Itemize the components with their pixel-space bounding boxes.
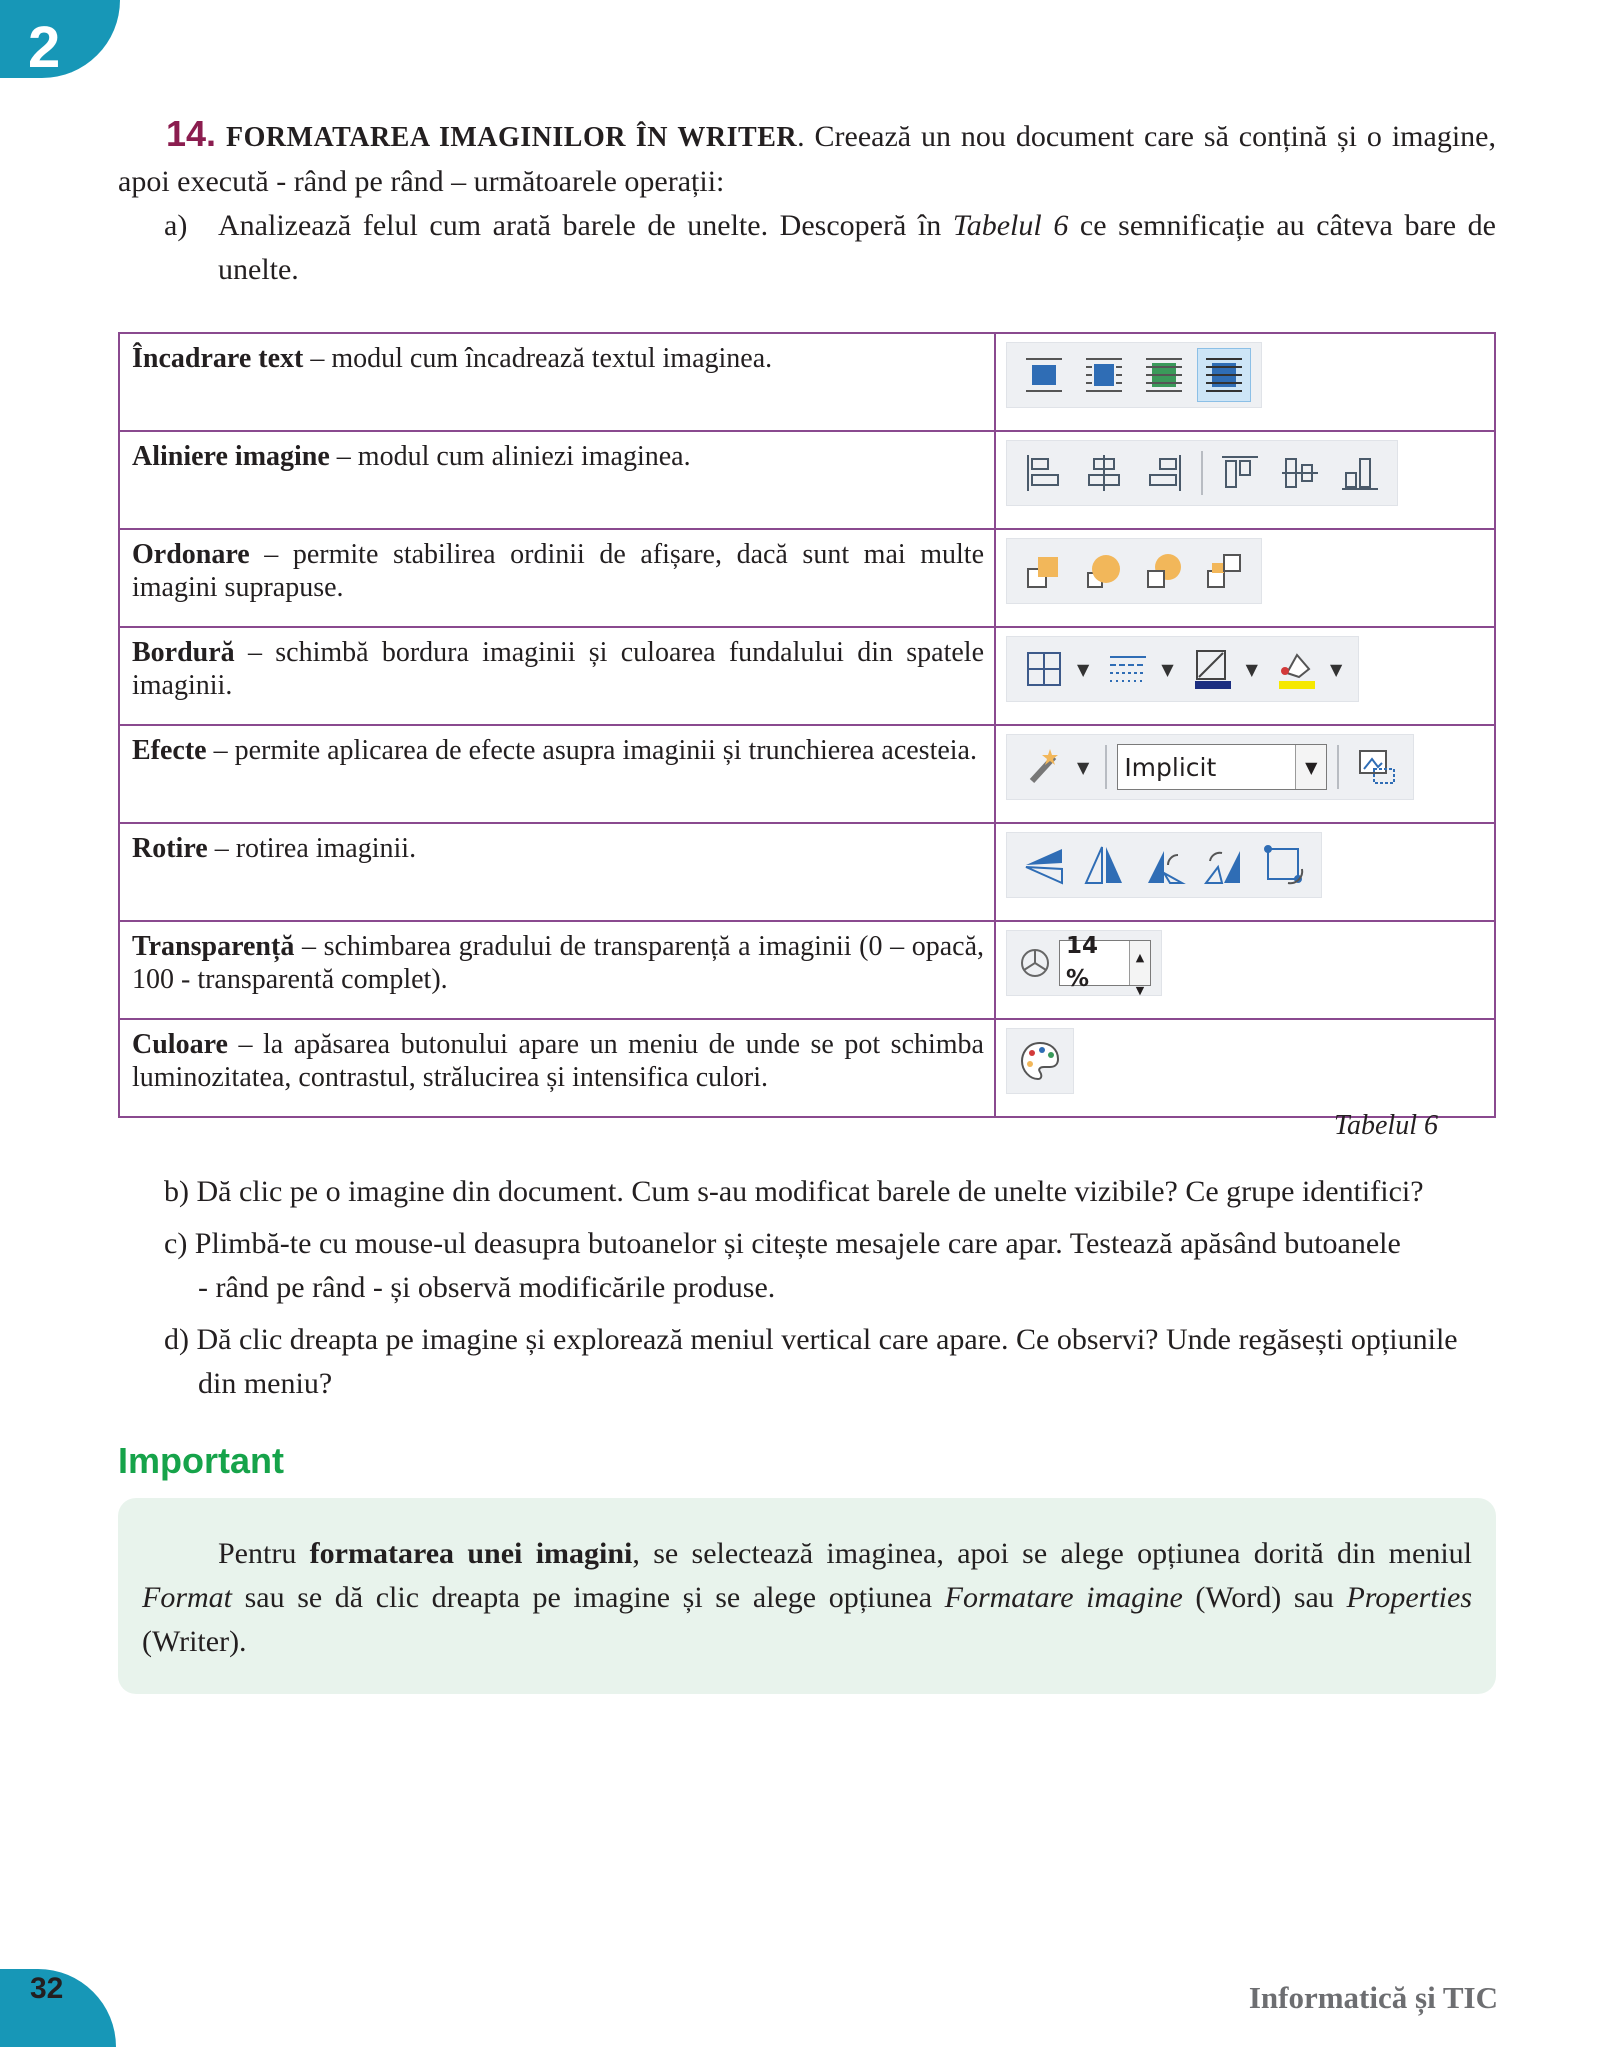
effects-toolbar xyxy=(1006,734,1414,800)
wrap-none-icon[interactable] xyxy=(1017,348,1071,402)
rotate-left-icon[interactable] xyxy=(1137,838,1191,892)
rotate-free-icon[interactable] xyxy=(1257,838,1311,892)
align-bottom-icon[interactable] xyxy=(1333,446,1387,500)
wrap-background-icon[interactable] xyxy=(1197,348,1251,402)
align-middle-icon[interactable] xyxy=(1273,446,1327,500)
page-number: 32 xyxy=(30,1972,64,2005)
task-intro: 14. FORMATAREA IMAGINILOR ÎN WRITER. Creează un nou document care să conțină și o imagine, apoi execută - rând pe rând – următoarele operații: xyxy=(118,113,1496,198)
important-title: Important xyxy=(118,1440,284,1481)
table-row: Efecte – permite aplicarea de efecte asupra imaginii și trunchierea acesteia. ▼ Implicit ▼ xyxy=(119,725,1495,823)
book-title: Informatică și TIC xyxy=(1248,1980,1498,2015)
border-color-icon[interactable] xyxy=(1186,642,1240,696)
chevron-down-icon[interactable]: ▼ xyxy=(1135,984,1145,997)
question-b: b) Dă clic pe o imagine din document. Cum s-au modificat barele de unelte vizibile? Ce grupe identifici? xyxy=(164,1175,1424,1208)
task-heading: FORMATAREA IMAGINILOR ÎN WRITER xyxy=(225,122,798,153)
align-right-icon[interactable] xyxy=(1137,446,1191,500)
fill-color-icon[interactable] xyxy=(1270,642,1324,696)
color-toolbar xyxy=(1006,1028,1074,1094)
question-d: d) Dă clic dreapta pe imagine și explorează meniul vertical care apare. Ce observi? Unde regăsești opțiunile din meniu? xyxy=(164,1323,1458,1400)
table-row: Transparență – schimbarea gradului de transparență a imaginii (0 – opacă, 100 - transparentă complet). 14 % ▲ ▼ xyxy=(119,921,1495,1019)
chevron-down-icon[interactable]: ▼ xyxy=(1295,745,1326,789)
bring-to-front-icon[interactable] xyxy=(1017,544,1071,598)
chevron-down-icon[interactable]: ▼ xyxy=(1245,659,1258,679)
table-row: Rotire – rotirea imaginii. xyxy=(119,823,1495,921)
back-one-icon[interactable] xyxy=(1137,544,1191,598)
wrap-parallel-icon[interactable] xyxy=(1077,348,1131,402)
border-toolbar xyxy=(1006,636,1359,702)
color-palette-icon[interactable] xyxy=(1013,1034,1067,1088)
chevron-down-icon[interactable]: ▼ xyxy=(1329,659,1343,679)
important-text: Pentru formatarea unei imagini, se selectează imaginea, apoi se alege opțiunea dorită din meniul Format sau se dă clic dreapta pe imagine și se alege opțiunea Formatare imagine (Word) sau Properties (Writer). xyxy=(142,1537,1473,1658)
filter-wand-icon[interactable] xyxy=(1017,740,1071,794)
chevron-down-icon[interactable]: ▼ xyxy=(1077,659,1090,679)
chapter-number: 2 xyxy=(28,15,61,80)
rotate-right-icon[interactable] xyxy=(1197,838,1251,892)
table-caption: Tabelul 6 xyxy=(1334,1110,1438,1141)
transparency-icon xyxy=(1017,936,1053,990)
task-questions xyxy=(118,1170,1496,1414)
task-number: 14. xyxy=(166,113,217,154)
flip-horizontal-icon[interactable] xyxy=(1077,838,1131,892)
chevron-down-icon[interactable]: ▼ xyxy=(1161,659,1174,679)
align-center-icon[interactable] xyxy=(1077,446,1131,500)
align-top-icon[interactable] xyxy=(1213,446,1267,500)
transparency-toolbar xyxy=(1006,930,1162,996)
table-row: Încadrare text – modul cum încadrează textul imaginea. xyxy=(119,333,1495,431)
chevron-down-icon[interactable]: ▼ xyxy=(1077,757,1090,777)
task-item-a: a) Analizează felul cum arată barele de unelte. Descoperă în Tabelul 6 ce semnificație au câteva bare de unelte. xyxy=(164,209,1496,286)
table-row: Culoare – la apăsarea butonului apare un meniu de unde se pot schimba luminozitatea, contrastul, strălucirea și intensifica culori. xyxy=(119,1019,1495,1117)
question-c: c) Plimbă-te cu mouse-ul deasupra butoanelor și citește mesajele care apar. Testează apăsând butoanele - rând pe rând - și observă modificările produse. xyxy=(164,1227,1401,1304)
wrap-through-icon[interactable] xyxy=(1137,348,1191,402)
transparency-spinner[interactable]: 14 % ▲ ▼ xyxy=(1059,940,1151,986)
forward-one-icon[interactable] xyxy=(1077,544,1131,598)
border-style-icon[interactable] xyxy=(1101,642,1155,696)
align-left-icon[interactable] xyxy=(1017,446,1071,500)
chevron-up-icon[interactable]: ▲ xyxy=(1135,951,1145,964)
arrange-toolbar xyxy=(1006,538,1262,604)
table-row: Bordură – schimbă bordura imaginii și culoarea fundalului din spatele imaginii. ▼ ▼ ▼ ▼ xyxy=(119,627,1495,725)
toolbar-table xyxy=(118,332,1496,1118)
flip-vertical-icon[interactable] xyxy=(1017,838,1071,892)
send-to-back-icon[interactable] xyxy=(1197,544,1251,598)
task-14 xyxy=(118,112,1496,292)
crop-icon[interactable] xyxy=(1349,740,1403,794)
table-row: Aliniere imagine – modul cum aliniezi imaginea. xyxy=(119,431,1495,529)
align-toolbar xyxy=(1006,440,1398,506)
important-box xyxy=(118,1498,1496,1694)
rotate-toolbar xyxy=(1006,832,1322,898)
borders-icon[interactable] xyxy=(1017,642,1071,696)
graphics-mode-select[interactable]: Implicit ▼ xyxy=(1117,744,1327,790)
table-row: Ordonare – permite stabilirea ordinii de afișare, dacă sunt mai multe imagini suprapuse. xyxy=(119,529,1495,627)
text-wrap-toolbar xyxy=(1006,342,1262,408)
